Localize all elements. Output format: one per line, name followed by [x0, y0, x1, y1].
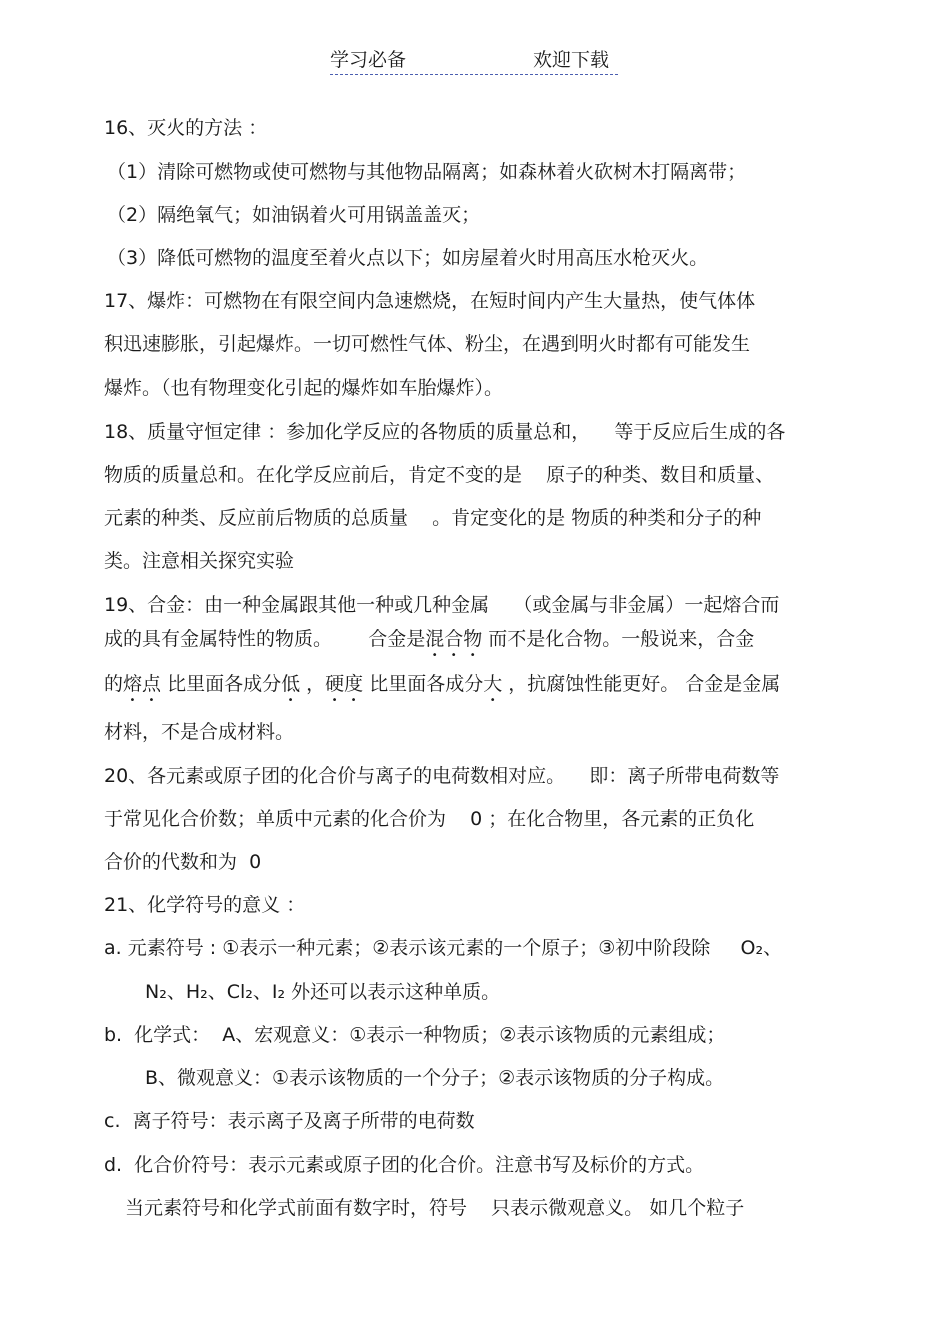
header-underline [330, 74, 618, 75]
emphasis-low: 低 [281, 673, 301, 695]
line-19-2 [104, 626, 754, 661]
line-21-a-cont: N₂、H₂、Cl₂、I₂ 外还可以表示这种单质。 [145, 981, 501, 1003]
line-18-3: 元素的种类、反应前后物质的总质量 。肯定变化的是 物质的种类和分子的种 [104, 507, 762, 529]
page-header [330, 46, 618, 76]
text-segment: 成的具有金属特性的物质。 合金是 [104, 628, 426, 650]
header-left-text: 学习必备 [330, 49, 407, 71]
text-segment: 比里面各成分 [161, 673, 282, 695]
line-18-2: 物质的质量总和。在化学反应前后，肯定不变的是 原子的种类、数目和质量、 [104, 464, 775, 486]
header-right-text: 欢迎下载 [533, 49, 610, 71]
emphasis-hardness: 硬度 [325, 673, 364, 695]
line-21-note: 当元素符号和化学式前面有数字时，符号 只表示微观意义。 如几个粒子 [125, 1197, 745, 1219]
text-segment: ， [300, 673, 326, 695]
text-segment: ，抗腐蚀性能更好。 合金是金属 [502, 673, 781, 695]
line-21-d: d. 化合价符号：表示元素或原子团的化合价。注意书写及标价的方式。 [104, 1154, 705, 1176]
line-21-b: b. 化学式： A、宏观意义：①表示一种物质；②表示该物质的元素组成； [104, 1024, 726, 1046]
heading-18: 18、质量守恒定律 ：参加化学反应的各物质的质量总和， 等于反应后生成的各 [104, 421, 786, 443]
line-17-2: 积迅速膨胀，引起爆炸。一切可燃性气体、粉尘，在遇到明火时都有可能发生 [104, 333, 751, 355]
line-19-4: 材料，不是合成材料。 [104, 721, 295, 743]
heading-16: 16、灭火的方法 ： [104, 117, 268, 139]
line-18-4: 类。注意相关探究实验 [104, 550, 295, 572]
heading-19: 19、合金：由一种金属跟其他一种或几种金属 （或金属与非金属）一起熔合而 [104, 594, 780, 616]
text-segment: 比里面各成分 [363, 673, 484, 695]
line-21-c: c. 离子符号：表示离子及离子所带的电荷数 [104, 1110, 475, 1132]
emphasis-melting-point: 熔点 [123, 673, 162, 695]
line-17-3: 爆炸。（也有物理变化引起的爆炸如车胎爆炸）。 [104, 377, 504, 399]
emphasis-mixture: 混合物 [425, 628, 483, 650]
heading-20: 20、各元素或原子团的化合价与离子的电荷数相对应。 即：离子所带电荷数等 [104, 765, 780, 787]
line-19-3 [104, 671, 780, 706]
line-16-2: （2）隔绝氧气；如油锅着火可用锅盖盖灭； [107, 204, 481, 226]
text-segment: 的 [104, 673, 124, 695]
line-21-a: a. 元素符号 : ①表示一种元素；②表示该元素的一个原子；③初中阶段除 O₂、 [104, 937, 783, 959]
line-16-1: （1）清除可燃物或使可燃物与其他物品隔离；如森林着火砍树木打隔离带； [107, 161, 747, 183]
line-16-3: （3）降低可燃物的温度至着火点以下；如房屋着火时用高压水枪灭火。 [107, 247, 709, 269]
heading-21: 21、化学符号的意义 ： [104, 894, 306, 916]
line-20-3: 合价的代数和为 0 [104, 851, 262, 873]
heading-17: 17、爆炸：可燃物在有限空间内急速燃烧，在短时间内产生大量热，使气体体 [104, 290, 756, 312]
text-segment: 而不是化合物。一般说来，合金 [482, 628, 755, 650]
line-21-b-cont: B、微观意义：①表示该物质的一个分子；②表示该物质的分子构成。 [145, 1067, 725, 1089]
emphasis-high: 大 [483, 673, 503, 695]
line-20-2: 于常见化合价数；单质中元素的化合价为 0 ；在化合物里，各元素的正负化 [104, 808, 755, 830]
